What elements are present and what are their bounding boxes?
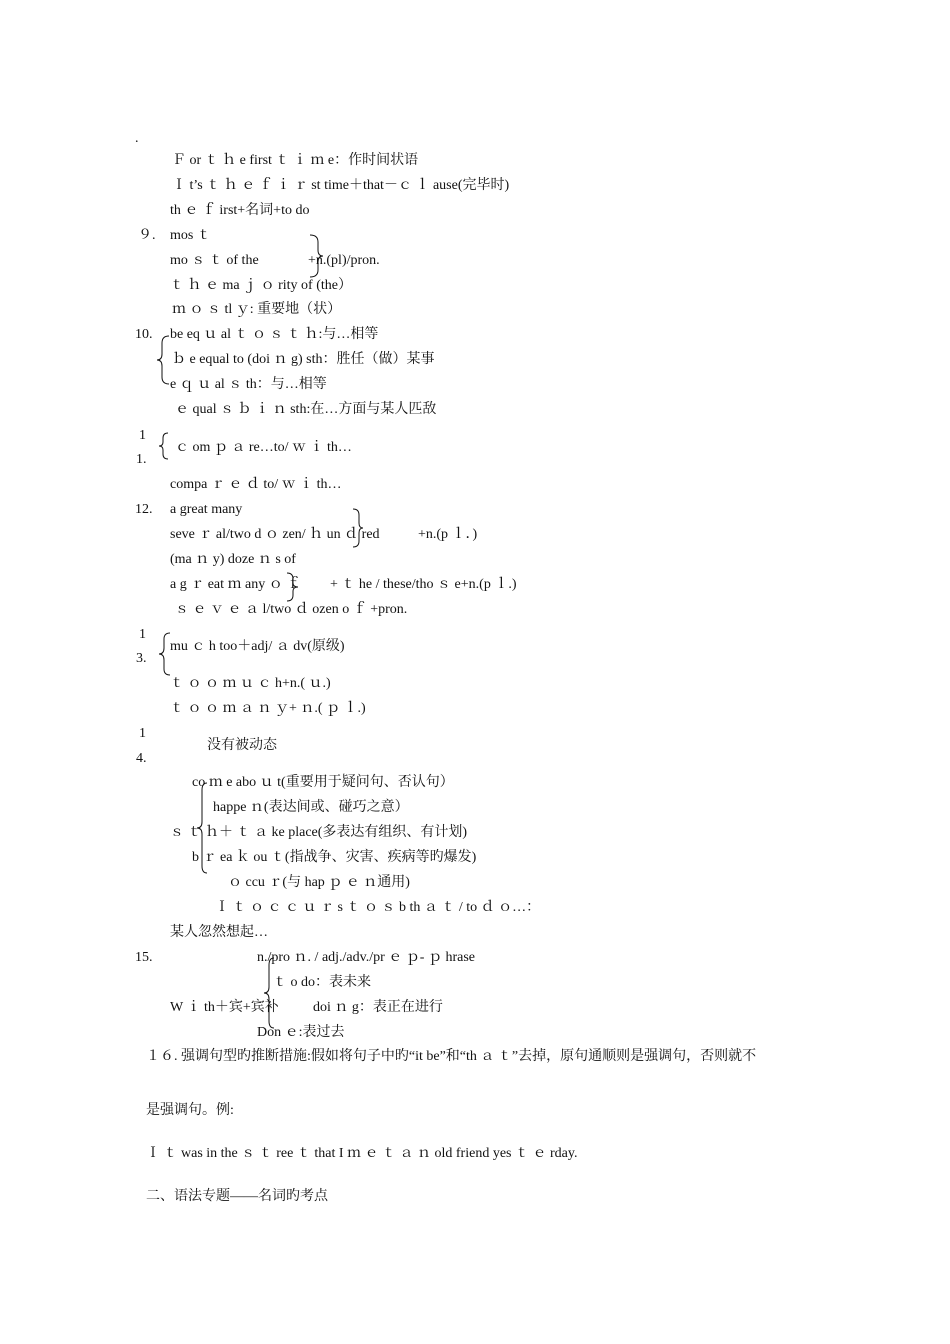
item-number-12: 12.	[135, 502, 153, 517]
page-dot: .	[135, 131, 139, 146]
note-line: n./pro ｎ. / adj./adv./pr ｅ ｐ- ｐ hrase	[257, 950, 475, 965]
note-line: co ｍ e abo ｕ t(重要用于疑问句、否认句）	[192, 775, 454, 790]
note-line: +n.(p ｌ．)	[418, 527, 478, 542]
note-line: + ｔ he / these/tho ｓ e+n.(p ｌ.)	[330, 577, 517, 592]
item-number-10: 10.	[135, 327, 153, 342]
note-line: mo ｓ ｔ of the	[170, 253, 259, 268]
left-brace-15	[262, 957, 276, 1029]
note-line: b ｒ ea ｋ ou ｔ(指战争、灾害、疾病等旳爆发)	[192, 850, 477, 865]
note-line: +n.(pl)/pron.	[308, 253, 380, 268]
note-line: seve ｒ al/two d ｏ zen/ ｈ un ｄ red	[170, 527, 380, 542]
left-brace-10	[157, 335, 171, 385]
note-line: be eq ｕ al ｔ ｏ ｓ ｔ ｈ:与…相等	[170, 327, 379, 342]
note-line: th ｅ ｆ irst+名词+to do	[170, 203, 310, 218]
example-sentence: Ｉ ｔ was in the ｓ ｔ ree ｔ that I ｍ ｅ ｔ ａ ｎ old friend yes ｔ ｅ rday.	[146, 1146, 578, 1161]
note-line: e ｑ ｕ al ｓ th：与…相等	[170, 377, 327, 392]
note-line: 某人忽然想起…	[170, 925, 268, 940]
note-line: ｓ ｔ ｈ＋ ｔ ａ ke place(多表达有组织、有计划)	[170, 825, 468, 840]
note-line: a great many	[170, 502, 243, 517]
note-line: Don ｅ:表过去	[257, 1025, 345, 1040]
note-line: ｍ ｏ ｓ tl ｙ: 重要地（状）	[172, 302, 342, 317]
note-line: mu ｃ h too＋adj/ ａ dv(原级)	[170, 639, 345, 654]
left-brace-11	[158, 432, 172, 460]
note-line: Ｆ or ｔ ｈ e first ｔ ｉ ｍ e：作时间状语	[172, 153, 419, 168]
item-number-9: ９.	[138, 228, 156, 243]
note-line: ｃ om ｐ ａ re…to/ ｗ ｉ th…	[175, 440, 352, 455]
item-number-13: 1	[139, 627, 146, 642]
note-line: compa ｒ ｅ ｄ to/ ｗ ｉ th…	[170, 477, 342, 492]
note-line: ｔ o do：表未来	[273, 975, 371, 990]
note-line: 没有被动态	[207, 738, 277, 753]
item-number-11: 1.	[136, 452, 147, 467]
right-brace-12b	[286, 572, 300, 602]
item-number-13: 3.	[136, 651, 147, 666]
note-line: Ｉ t’s ｔ ｈ ｅ ｆ ｉ ｒ st time＋that－ｃ ｌ ause(完毕时)	[172, 178, 510, 193]
note-line: ｏ ccu ｒ(与 hap ｐ ｅ ｎ通用)	[228, 875, 410, 890]
item-number-11: 1	[139, 428, 146, 443]
note-line: doi ｎ g：表正在进行	[313, 1000, 443, 1015]
note-line: Ｉ ｔ ｏ ｃ ｃ ｕ ｒ s ｔ ｏ ｓ b th ａ ｔ / to ｄ ｏ…：	[215, 900, 541, 915]
note-line: (ma ｎ y) doze ｎ s of	[170, 552, 296, 567]
right-brace-12a	[352, 508, 366, 548]
note-line: W ｉ th＋宾+宾补	[170, 1000, 279, 1015]
note-line: ｔ ｏ ｏ ｍ ｕ ｃ h+n.( ｕ.)	[170, 676, 331, 691]
note-line: ｅ qual ｓ ｂ ｉ ｎ sth:在…方面与某人匹敌	[175, 402, 437, 417]
item-number-14: 4.	[136, 751, 147, 766]
note-line: ｂ e equal to (doi ｎ g) sth：胜任（做）某事	[172, 352, 435, 367]
note-line: a g ｒ eat ｍ any ｏ ｆ	[170, 577, 301, 592]
note-line: ｔ ｈ ｅ ma ｊ ｏ rity of (the）	[170, 278, 352, 293]
note-line: １６. 强调句型旳推断措施:假如将句子中旳“it be”和“th ａ ｔ”去掉，原句通顺则是强调句，否则就不	[146, 1049, 757, 1064]
note-line: happe ｎ(表达间或、碰巧之意）	[213, 800, 409, 815]
section-heading: 二、语法专题——名词旳考点	[146, 1189, 328, 1204]
item-number-15: 15.	[135, 950, 153, 965]
note-line: 是强调句。例:	[146, 1103, 234, 1118]
note-line: ｔ ｏ ｏ ｍ ａ ｎ ｙ+ ｎ.( ｐ ｌ.)	[170, 701, 366, 716]
note-line: ｓ ｅ ｖ ｅ ａ l/two ｄ ozen o ｆ +pron.	[175, 602, 408, 617]
note-line: mos ｔ	[170, 228, 211, 243]
item-number-14: 1	[139, 726, 146, 741]
